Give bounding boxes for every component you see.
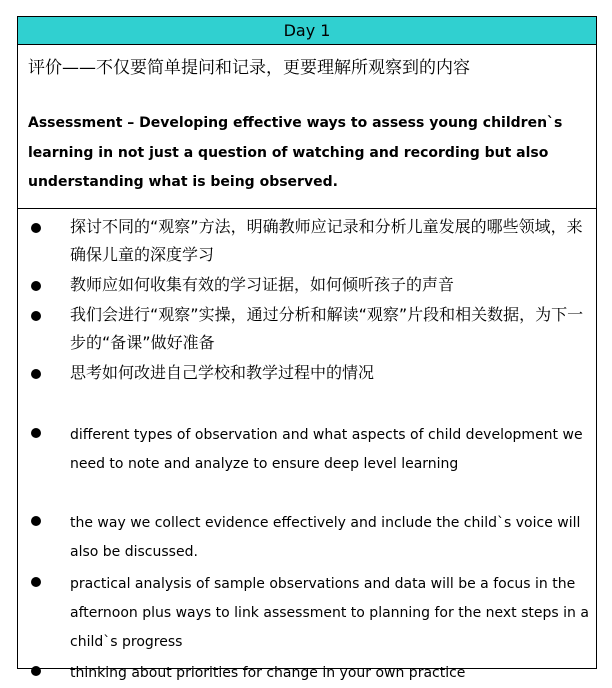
bullet-dot-icon xyxy=(31,311,41,321)
bullet-dot-icon xyxy=(31,428,41,438)
day-label: Day 1 xyxy=(283,21,331,40)
topic-text-chinese: 思考如何改进自己学校和教学过程中的情况 xyxy=(70,363,375,382)
session-title-chinese: 评价——不仅要简单提问和记录，更要理解所观察到的内容 xyxy=(28,58,470,78)
session-title-cell xyxy=(18,45,596,209)
topic-text-chinese: 我们会进行“观察”实操，通过分析和解读“观察”片段和相关数据，为下一步的“备课”做好准备 xyxy=(70,305,584,352)
schedule-table xyxy=(17,16,597,681)
bullet-dot-icon xyxy=(31,281,41,291)
bullet-dot-icon xyxy=(31,577,41,587)
session-title-english: Assessment – Developing effective ways to assess young children`s learning in not just a question of watching and recording but also understanding what is being observed. xyxy=(28,115,563,190)
topic-text-chinese: 教师应如何收集有效的学习证据，如何倾听孩子的声音 xyxy=(70,275,455,294)
topic-text-english: different types of observation and what aspects of child development we need to note and analyze to ensure deep level learning xyxy=(70,427,583,472)
day-header xyxy=(18,17,596,45)
bullet-dot-icon xyxy=(31,369,41,379)
bullet-dot-icon xyxy=(31,223,41,233)
topic-text-english: the way we collect evidence effectively and include the child`s voice will also be discussed. xyxy=(70,515,581,560)
bullet-dot-icon xyxy=(31,666,41,676)
topic-text-english: practical analysis of sample observations and data will be a focus in the afternoon plus ways to link assessment to planning for the next steps in a child`s progress xyxy=(70,576,589,650)
bullet-dot-icon xyxy=(31,516,41,526)
topic-text-chinese: 探讨不同的“观察”方法，明确教师应记录和分析儿童发展的哪些领域，来确保儿童的深度学习 xyxy=(70,217,583,264)
topics-cell xyxy=(18,209,596,681)
topic-text-english: thinking about priorities for change in your own practice xyxy=(70,665,466,681)
